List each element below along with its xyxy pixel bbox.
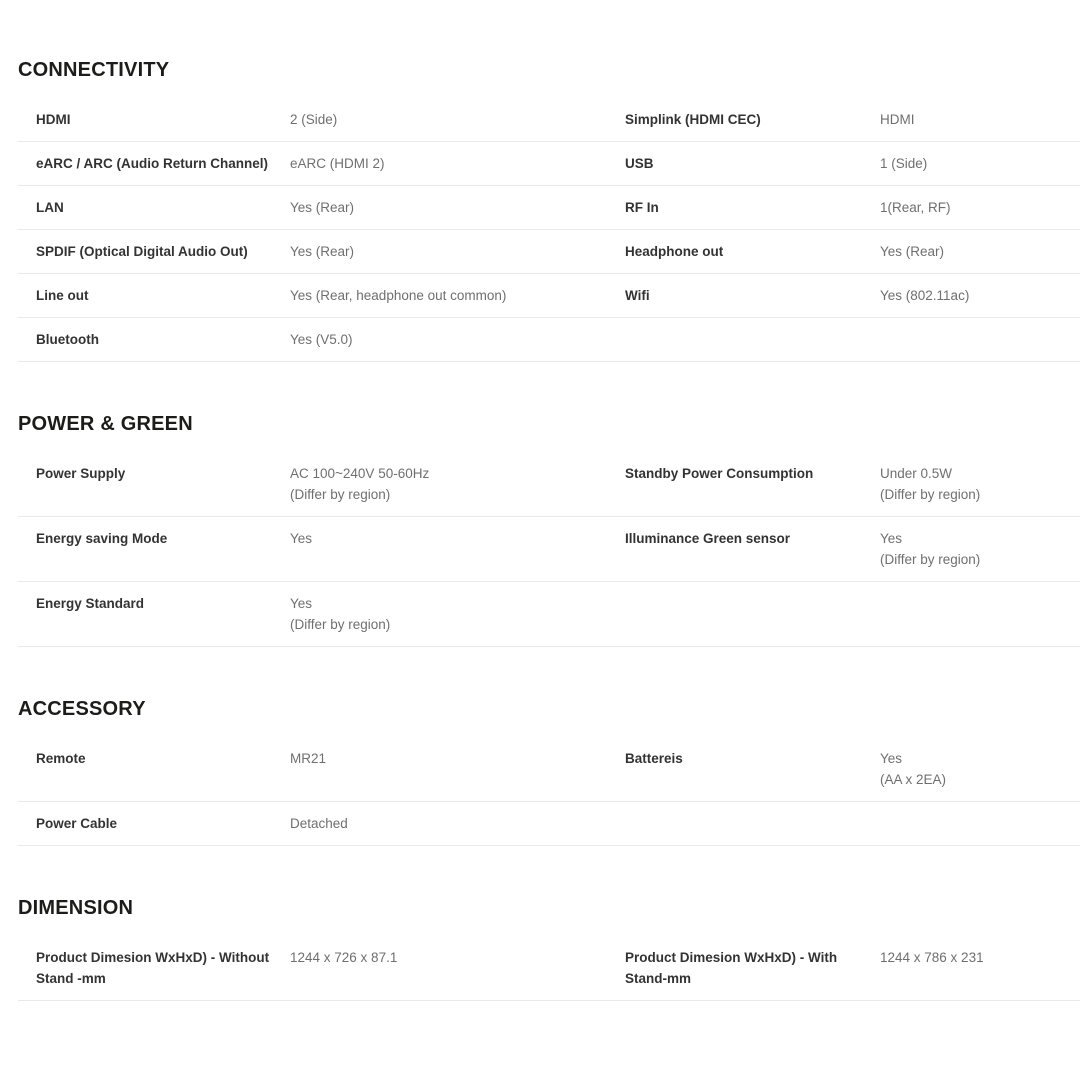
spec-value-left xyxy=(290,813,625,834)
spec-value-line: MR21 xyxy=(290,751,327,766)
spec-value-right xyxy=(880,285,1080,306)
spec-value-line: AC 100~240V 50-60Hz xyxy=(290,466,430,481)
spec-value-line: 1 (Side) xyxy=(880,156,928,171)
spec-value-line: Under 0.5W xyxy=(880,466,953,481)
spec-value-line: Yes xyxy=(880,531,903,546)
spec-value-left xyxy=(290,528,625,549)
spec-table xyxy=(18,98,1080,362)
spec-value-right xyxy=(880,197,1080,218)
spec-table xyxy=(18,737,1080,846)
spec-label-left: eARC / ARC (Audio Return Channel) xyxy=(36,156,268,171)
spec-section xyxy=(18,897,1080,1001)
spec-label-right: RF In xyxy=(625,200,659,215)
spec-row xyxy=(18,737,1080,802)
spec-row xyxy=(18,142,1080,186)
spec-value-line: Yes xyxy=(880,751,903,766)
spec-row xyxy=(18,274,1080,318)
spec-label-left: Bluetooth xyxy=(36,332,99,347)
spec-label-left: Remote xyxy=(36,751,86,766)
spec-value-left xyxy=(290,197,625,218)
spec-row xyxy=(18,582,1080,647)
spec-value-line: (Differ by region) xyxy=(880,487,981,502)
spec-value-line: Yes (Rear, headphone out common) xyxy=(290,288,507,303)
spec-row xyxy=(18,186,1080,230)
spec-label-left: Energy saving Mode xyxy=(36,531,168,546)
spec-value-line: eARC (HDMI 2) xyxy=(290,156,385,171)
spec-label-right: Headphone out xyxy=(625,244,724,259)
spec-value-line: (Differ by region) xyxy=(880,552,981,567)
spec-value-line: 1244 x 786 x 231 xyxy=(880,950,984,965)
spec-label-left: SPDIF (Optical Digital Audio Out) xyxy=(36,244,248,259)
spec-section xyxy=(18,698,1080,846)
spec-table xyxy=(18,936,1080,1001)
spec-value-left xyxy=(290,593,625,635)
section-title-accessory: ACCESSORY xyxy=(18,698,146,720)
spec-value-left xyxy=(290,947,625,968)
spec-label-right: Illuminance Green sensor xyxy=(625,531,791,546)
spec-section xyxy=(18,413,1080,647)
spec-value-left xyxy=(290,153,625,174)
spec-label-right: Product Dimesion WxHxD) - With Stand-mm xyxy=(625,950,838,986)
spec-value-left xyxy=(290,748,625,769)
spec-label-left: Product Dimesion WxHxD) - Without Stand -mm xyxy=(36,950,270,986)
spec-label-left: Line out xyxy=(36,288,89,303)
spec-table xyxy=(18,452,1080,647)
spec-label-left: HDMI xyxy=(36,112,71,127)
spec-label-right: Standby Power Consumption xyxy=(625,466,814,481)
spec-value-right xyxy=(880,153,1080,174)
spec-row xyxy=(18,936,1080,1001)
spec-row xyxy=(18,802,1080,846)
spec-label-right: Simplink (HDMI CEC) xyxy=(625,112,761,127)
spec-value-line: 2 (Side) xyxy=(290,112,338,127)
spec-label-left: Power Supply xyxy=(36,466,126,481)
spec-row xyxy=(18,517,1080,582)
spec-row xyxy=(18,98,1080,142)
spec-value-right xyxy=(880,463,1080,505)
spec-label-left: LAN xyxy=(36,200,64,215)
spec-label-right: Wifi xyxy=(625,288,650,303)
spec-value-line: Yes (802.11ac) xyxy=(880,288,970,303)
spec-value-right xyxy=(880,241,1080,262)
spec-value-line: Yes xyxy=(290,531,313,546)
section-title-dimension: DIMENSION xyxy=(18,897,134,919)
section-title-power-green: POWER & GREEN xyxy=(18,413,193,435)
spec-row xyxy=(18,230,1080,274)
spec-value-line: Yes (Rear) xyxy=(880,244,945,259)
spec-row xyxy=(18,452,1080,517)
spec-value-line: (Differ by region) xyxy=(290,617,391,632)
spec-section xyxy=(18,59,1080,362)
spec-value-right xyxy=(880,947,1080,968)
spec-value-line: (AA x 2EA) xyxy=(880,772,947,787)
spec-label-left: Power Cable xyxy=(36,816,118,831)
spec-value-right xyxy=(880,528,1080,570)
spec-value-line: HDMI xyxy=(880,112,915,127)
spec-value-line: Yes xyxy=(290,596,313,611)
spec-label-right: Battereis xyxy=(625,751,683,766)
spec-row xyxy=(18,318,1080,362)
spec-label-left: Energy Standard xyxy=(36,596,145,611)
spec-value-line: Detached xyxy=(290,816,348,831)
spec-value-line: Yes (V5.0) xyxy=(290,332,353,347)
spec-value-left xyxy=(290,241,625,262)
spec-value-line: Yes (Rear) xyxy=(290,244,355,259)
spec-value-line: Yes (Rear) xyxy=(290,200,355,215)
spec-value-right xyxy=(880,748,1080,790)
spec-value-left xyxy=(290,463,625,505)
spec-value-line: 1(Rear, RF) xyxy=(880,200,951,215)
spec-value-left xyxy=(290,329,625,350)
spec-value-line: 1244 x 726 x 87.1 xyxy=(290,950,398,965)
section-title-connectivity: CONNECTIVITY xyxy=(18,59,170,81)
spec-value-left xyxy=(290,109,625,130)
spec-label-right: USB xyxy=(625,156,654,171)
spec-value-left xyxy=(290,285,625,306)
spec-value-right xyxy=(880,109,1080,130)
spec-value-line: (Differ by region) xyxy=(290,487,391,502)
